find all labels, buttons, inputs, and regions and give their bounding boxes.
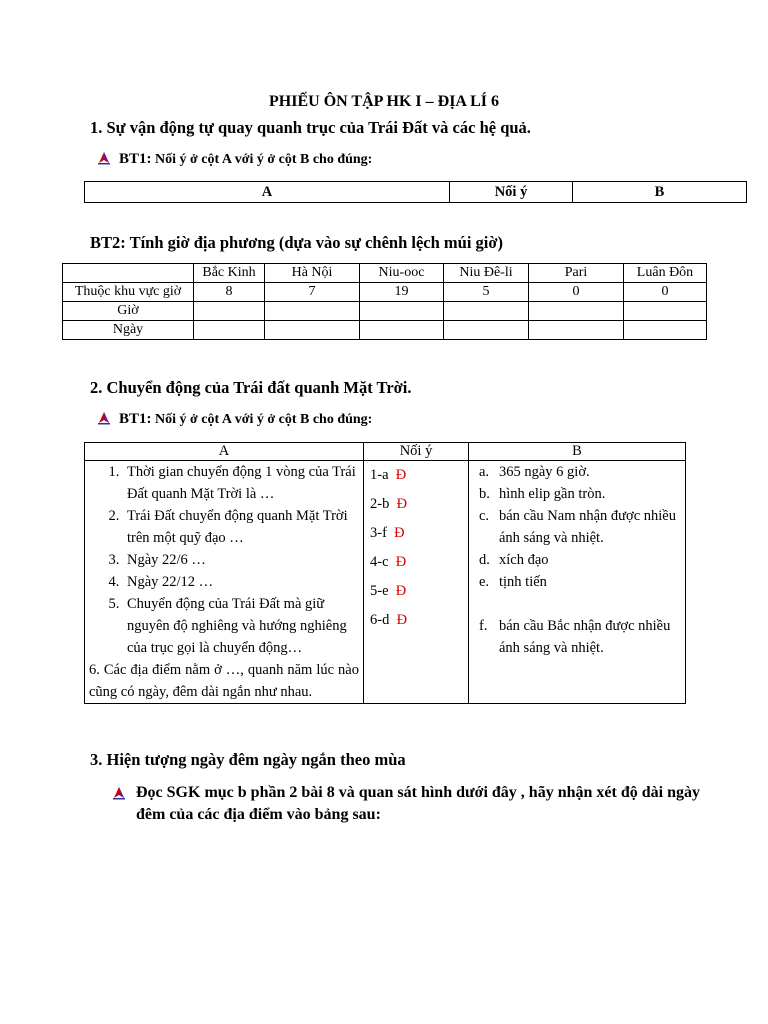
answer-item: 6-d Đ xyxy=(370,612,408,628)
answer-item: 2-b Đ xyxy=(370,496,408,512)
bt1-label: BT1: xyxy=(119,151,152,167)
bt1-text: Nối ý ở cột A với ý ở cột B cho đúng: xyxy=(151,412,373,427)
list-item: d. xích đạo xyxy=(479,552,549,568)
section1-bt1 xyxy=(97,151,372,168)
col-a-header: A xyxy=(85,443,364,461)
table-cell: 0 xyxy=(529,283,624,302)
section3-heading: 3. Hiện tượng ngày đêm ngày ngắn theo mùa xyxy=(90,750,406,769)
bt1-text: Nối ý ở cột A với ý ở cột B cho đúng: xyxy=(151,152,373,167)
list-item: f. bán cầu Bắc nhận được nhiều ánh sáng và nhiệt. xyxy=(479,618,671,656)
list-item: c. bán cầu Nam nhận được nhiều ánh sáng và nhiệt. xyxy=(479,508,676,546)
table-cell[interactable] xyxy=(529,321,624,340)
section1-heading: 1. Sự vận động tự quay quanh trục của Trái Đất và các hệ quả. xyxy=(90,118,531,137)
bullet-icon xyxy=(97,411,111,425)
list-item: 1. Thời gian chuyển động 1 vòng của Trái Đất quanh Mặt Trời là … xyxy=(123,461,363,505)
bullet-icon xyxy=(97,151,111,165)
answer-item: 3-f Đ xyxy=(370,525,405,541)
table-cell: Niu-ooc xyxy=(360,264,444,283)
table-cell: Niu Đê-li xyxy=(444,264,529,283)
table-cell: 8 xyxy=(194,283,265,302)
list-item: 3. Ngày 22/6 … xyxy=(123,549,363,571)
list-item: e. tịnh tiến xyxy=(479,574,547,590)
answers-column xyxy=(364,461,469,704)
table-cell[interactable] xyxy=(194,302,265,321)
bullet-icon xyxy=(112,786,126,800)
table-cell: 7 xyxy=(265,283,360,302)
table-cell[interactable] xyxy=(265,321,360,340)
list-item: 4. Ngày 22/12 … xyxy=(123,571,363,593)
page-title: PHIẾU ÔN TẬP HK I – ĐỊA LÍ 6 xyxy=(269,93,499,110)
table-cell[interactable] xyxy=(624,302,707,321)
table-cell[interactable] xyxy=(265,302,360,321)
col-b-header: B xyxy=(573,182,747,203)
table-cell: Bắc Kinh xyxy=(194,264,265,283)
list-item-6: 6. Các địa điểm nằm ở …, quanh năm lúc nào cũng có ngày, đêm dài ngắn như nhau. xyxy=(89,662,359,700)
table-cell: Pari xyxy=(529,264,624,283)
table-cell[interactable] xyxy=(444,302,529,321)
table-row xyxy=(63,302,707,321)
list-item: a. 365 ngày 6 giờ. xyxy=(479,464,590,480)
table-cell: 5 xyxy=(444,283,529,302)
section2-heading: 2. Chuyển động của Trái đất quanh Mặt Trời. xyxy=(90,378,412,397)
section3-instruction: Đọc SGK mục b phần 2 bài 8 và quan sát hình dưới đây , hãy nhận xét độ dài ngày đêm của các địa điểm vào bảng sau: xyxy=(136,784,700,823)
table-cell[interactable] xyxy=(360,321,444,340)
table-cell: Hà Nội xyxy=(265,264,360,283)
table-cell: Giờ xyxy=(63,302,194,321)
table-row xyxy=(63,321,707,340)
table-cell: 0 xyxy=(624,283,707,302)
matching-table-1 xyxy=(84,181,747,203)
table-cell[interactable] xyxy=(624,321,707,340)
table-cell: Luân Đôn xyxy=(624,264,707,283)
table-cell: 19 xyxy=(360,283,444,302)
table-cell[interactable] xyxy=(194,321,265,340)
table-cell: Ngày xyxy=(63,321,194,340)
table-cell[interactable] xyxy=(529,302,624,321)
section2-bt1 xyxy=(97,411,372,428)
bt2-heading: BT2: Tính giờ địa phương (dựa vào sự chênh lệch múi giờ) xyxy=(90,233,504,252)
noi-y-header: Nối ý xyxy=(450,182,573,203)
list-item: b. hình elip gần tròn. xyxy=(479,486,606,502)
col-a-content xyxy=(85,461,364,704)
table-cell: Thuộc khu vực giờ xyxy=(63,283,194,302)
table-cell xyxy=(63,264,194,283)
table-cell[interactable] xyxy=(444,321,529,340)
matching-table-2 xyxy=(84,442,686,704)
col-b-content xyxy=(469,461,686,704)
table-cell[interactable] xyxy=(360,302,444,321)
noi-y-header: Nối ý xyxy=(364,443,469,461)
answer-item: 4-c Đ xyxy=(370,554,407,570)
answer-item: 5-e Đ xyxy=(370,583,407,599)
list-item: 2. Trái Đất chuyển động quanh Mặt Trời trên một quỹ đạo … xyxy=(123,505,363,549)
time-table-header-row xyxy=(63,264,707,283)
section3-instruction-block xyxy=(112,782,702,826)
col-b-header: B xyxy=(469,443,686,461)
time-table xyxy=(62,263,707,340)
answer-item: 1-a Đ xyxy=(370,467,407,483)
list-item: 5. Chuyển động của Trái Đất mà giữ nguyên độ nghiêng và hướng nghiêng của trục gọi là chuyển động… xyxy=(123,593,363,659)
bt1-label: BT1: xyxy=(119,411,152,427)
col-a-header: A xyxy=(85,182,450,203)
table-row xyxy=(63,283,707,302)
